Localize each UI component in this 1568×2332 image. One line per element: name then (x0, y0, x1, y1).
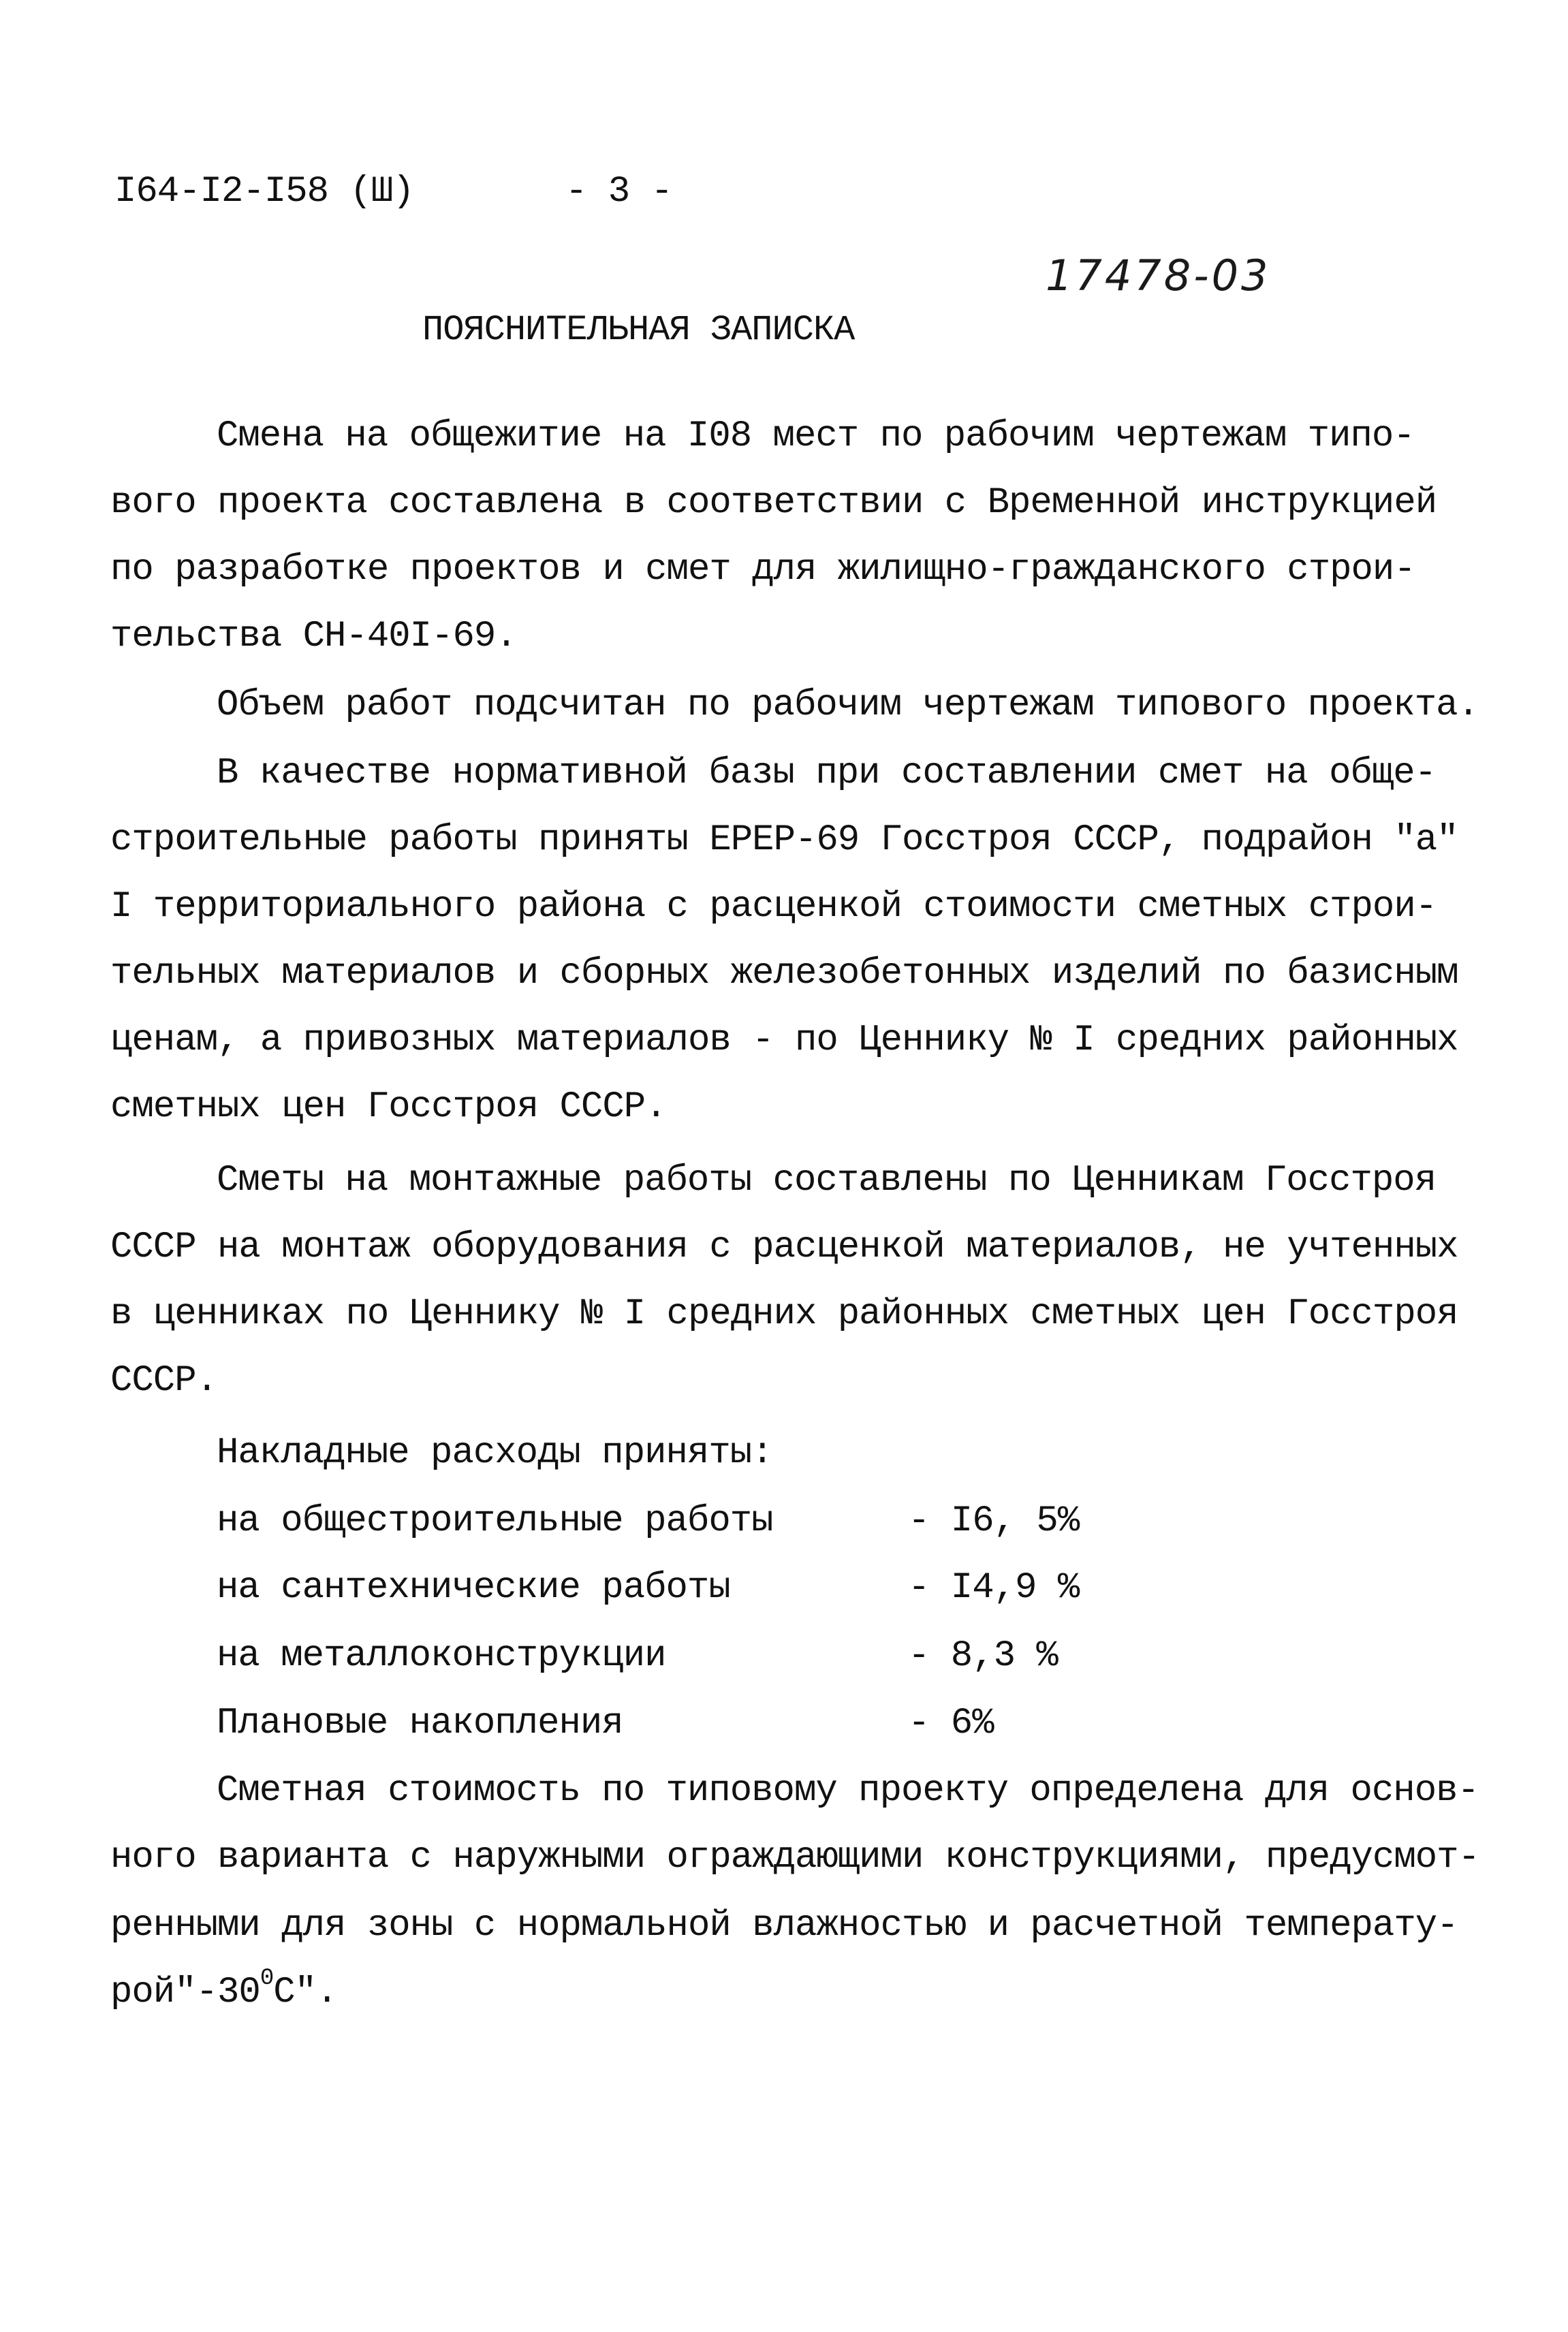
overhead-label: на общестроительные работы (217, 1500, 773, 1542)
paragraph-line: Сметы на монтажные работы составлены по Ценникам Госстроя (217, 1160, 1437, 1201)
overhead-value: - 8,3 % (908, 1635, 1058, 1677)
paragraph-line: Сметная стоимость по типовому проекту определена для основ- (217, 1770, 1479, 1812)
paragraph-line: ренными для зоны с нормальной влажностью и расчетной температу- (110, 1905, 1458, 1947)
document-code: I64-I2-I58 (Ш) (114, 171, 414, 212)
degree-superscript: 0 (260, 1966, 274, 1991)
paragraph-line: сметных цен Госстроя СССР. (110, 1086, 667, 1128)
paragraph-line: СССР на монтаж оборудования с расценкой материалов, не учтенных (110, 1227, 1458, 1268)
overheads-intro: Накладные расходы приняты: (217, 1432, 773, 1474)
overhead-value: - I6, 5% (908, 1500, 1080, 1542)
handwritten-registration-number: 17478-03 (1046, 251, 1271, 300)
paragraph-line: СССР. (110, 1360, 218, 1402)
last-line-suffix: С". (273, 1972, 338, 2013)
paragraph-line (110, 1966, 338, 2013)
paragraph-line: строительные работы приняты ЕРЕР-69 Госстроя СССР, подрайон "а" (110, 819, 1458, 861)
overhead-value: - I4,9 % (908, 1567, 1080, 1609)
page-number: - 3 - (565, 171, 673, 212)
paragraph-line: тельных материалов и сборных железобетонных изделий по базисным (110, 953, 1458, 994)
page-title: ПОЯСНИТЕЛЬНАЯ ЗАПИСКА (422, 310, 855, 350)
paragraph-line: Объем работ подсчитан по рабочим чертежам типового проекта. (217, 684, 1479, 726)
paragraph-line: в ценниках по Ценнику № I средних районных сметных цен Госстроя (110, 1293, 1458, 1335)
paragraph-line: В качестве нормативной базы при составлении смет на обще- (217, 753, 1437, 794)
paragraph-line: ного варианта с наружными ограждающими конструкциями, предусмот- (110, 1837, 1479, 1878)
overhead-label: на сантехнические работы (217, 1567, 730, 1609)
overhead-label: Плановые накопления (217, 1703, 623, 1744)
paragraph-line: I территориального района с расценкой стоимости сметных строи- (110, 886, 1437, 928)
paragraph-line: тельства СН-40I-69. (110, 616, 517, 657)
paragraph-line: Смена на общежитие на I08 мест по рабочим чертежам типо- (217, 415, 1415, 457)
last-line-prefix: рой"-30 (110, 1972, 260, 2013)
overhead-value: - 6% (908, 1703, 994, 1744)
paragraph-line: по разработке проектов и смет для жилищно-гражданского строи- (110, 549, 1415, 590)
paragraph-line: вого проекта составлена в соответствии с Временной инструкцией (110, 482, 1437, 524)
paragraph-line: ценам, а привозных материалов - по Ценнику № I средних районных (110, 1020, 1458, 1061)
overhead-label: на металлоконструкции (217, 1635, 666, 1677)
